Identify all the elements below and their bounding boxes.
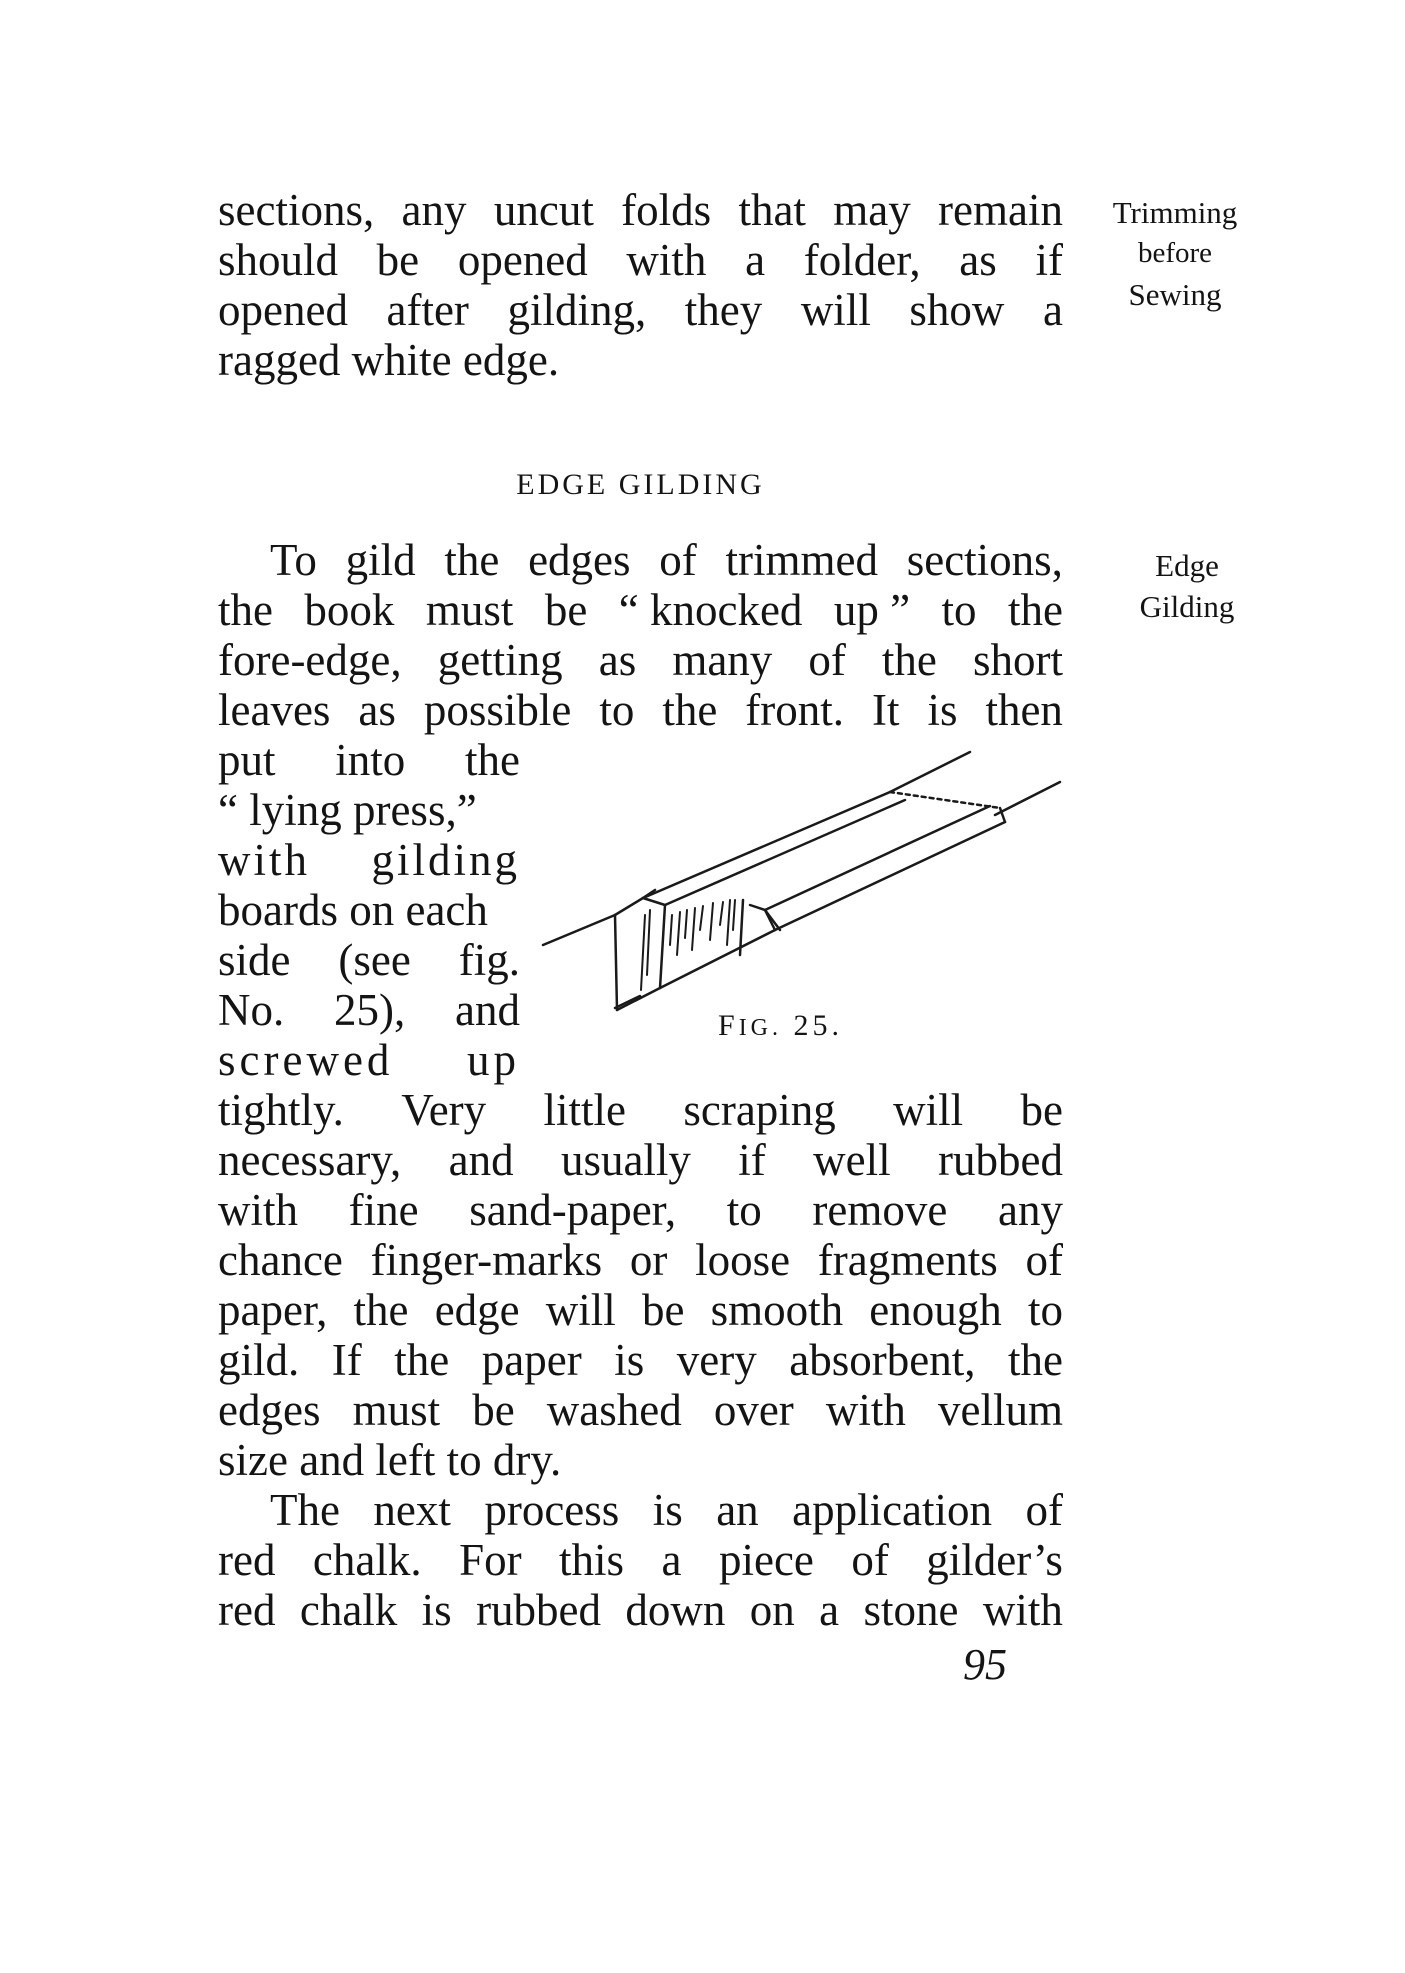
word: short: [972, 635, 1063, 685]
margin-note-line: Sewing: [1128, 277, 1222, 312]
word: on: [749, 1585, 795, 1635]
illustration-line: [775, 822, 1005, 930]
word: be: [544, 585, 588, 635]
word: the: [394, 1335, 450, 1385]
word: red: [218, 1535, 276, 1585]
word: up ”: [833, 585, 911, 635]
word: red: [218, 1585, 276, 1635]
word: to: [941, 585, 977, 635]
word: the: [353, 1285, 409, 1335]
word: smooth: [710, 1285, 844, 1335]
text-line: [218, 1085, 1063, 1135]
word: front.: [745, 685, 845, 735]
word: usually: [560, 1135, 691, 1185]
text-line: size and left to dry.: [218, 1435, 562, 1485]
caption-prefix: F: [718, 1009, 739, 1042]
text-line: [218, 185, 1063, 235]
word: as: [358, 685, 396, 735]
word: if: [738, 1135, 766, 1185]
word: The: [270, 1485, 340, 1535]
word: an: [716, 1485, 759, 1535]
word: sections,: [906, 535, 1063, 585]
word: the: [881, 635, 937, 685]
word: with: [825, 1385, 906, 1435]
word: with: [982, 1585, 1063, 1635]
word: or: [629, 1235, 668, 1285]
word: stone: [863, 1585, 959, 1635]
word: paper,: [218, 1285, 328, 1335]
text-line: [218, 935, 520, 985]
word: should: [218, 235, 339, 285]
text-line: [218, 235, 1063, 285]
word: is: [927, 685, 958, 735]
margin-note-line: Edge: [1155, 548, 1219, 583]
section-heading: EDGE GILDING: [516, 468, 765, 501]
illustration-line: [643, 792, 890, 898]
word: enough: [869, 1285, 1002, 1335]
word: any: [998, 1185, 1063, 1235]
word: next: [373, 1485, 451, 1535]
word: application: [792, 1485, 993, 1535]
word: edges: [218, 1385, 321, 1435]
word: fig.: [458, 935, 520, 985]
margin-note-line: Gilding: [1139, 589, 1235, 624]
word: trimmed: [725, 535, 878, 585]
word: “ knocked: [618, 585, 803, 635]
word: chance: [218, 1235, 343, 1285]
word: gild.: [218, 1335, 300, 1385]
word: a: [745, 235, 766, 285]
word: It: [872, 685, 900, 735]
word: of: [851, 1535, 889, 1585]
margin-note-trimming: [1090, 192, 1260, 315]
word: washed: [546, 1385, 682, 1435]
word: the: [444, 535, 500, 585]
caption-smallcaps: IG.: [738, 1015, 783, 1041]
word: and: [455, 985, 520, 1035]
caption-number: 25.: [793, 1009, 844, 1042]
text-line: “ lying press,”: [218, 785, 477, 835]
word: any: [401, 185, 467, 235]
word: to: [726, 1185, 762, 1235]
word: the: [1007, 1335, 1063, 1385]
word: rubbed: [476, 1585, 602, 1635]
word: folder,: [803, 235, 921, 285]
word: many: [672, 635, 773, 685]
text-line: [218, 835, 520, 885]
word: up: [467, 1035, 520, 1085]
word: the: [1007, 585, 1063, 635]
word: uncut: [493, 185, 594, 235]
word: To: [270, 535, 317, 585]
page-number: 95: [963, 1640, 1007, 1689]
text-line: [218, 635, 1063, 685]
word: of: [808, 635, 846, 685]
illustration-line: [665, 800, 905, 905]
word: edge: [434, 1285, 520, 1335]
word: book: [304, 585, 395, 635]
word: into: [335, 735, 406, 785]
word: fore-edge,: [218, 635, 402, 685]
illustration-line: [995, 782, 1060, 815]
word: with: [218, 1185, 299, 1235]
word: opened: [218, 285, 348, 335]
word: and: [448, 1135, 514, 1185]
word: opened: [457, 235, 588, 285]
word: leaves: [218, 685, 331, 735]
text-line: [218, 1385, 1063, 1435]
word: over: [713, 1385, 794, 1435]
word: sections,: [218, 185, 375, 235]
word: sand-paper,: [469, 1185, 677, 1235]
word: is: [421, 1585, 452, 1635]
illustration-line: [890, 792, 1000, 808]
word: loose: [695, 1235, 791, 1285]
word: to: [1027, 1285, 1063, 1335]
word: For: [459, 1535, 522, 1585]
word: down: [625, 1585, 726, 1635]
text-line: [218, 1585, 1063, 1635]
word: the: [218, 585, 273, 635]
word: to: [599, 685, 635, 735]
text-line: [218, 1335, 1063, 1385]
text-line: [218, 1235, 1063, 1285]
text-line: [218, 685, 1063, 735]
word: (see: [338, 935, 411, 985]
illustration-line: [890, 752, 970, 792]
word: remain: [938, 185, 1063, 235]
illustration-line: [615, 915, 617, 1010]
text-line: [218, 985, 520, 1035]
margin-note-line: before: [1137, 237, 1213, 269]
word: folds: [621, 185, 712, 235]
word: very: [676, 1335, 757, 1385]
word: 25),: [334, 985, 406, 1035]
word: after: [386, 285, 469, 335]
word: absorbent,: [789, 1335, 976, 1385]
word: this: [559, 1535, 625, 1585]
margin-note-line: Trimming: [1112, 195, 1238, 230]
word: screwed: [218, 1035, 394, 1085]
word: a: [661, 1535, 682, 1585]
word: gilding: [371, 835, 520, 885]
word: fine: [348, 1185, 419, 1235]
illustration-line: [615, 898, 643, 915]
word: of: [1025, 1235, 1063, 1285]
word: necessary,: [218, 1135, 402, 1185]
text-line: [218, 1185, 1063, 1235]
word: will: [800, 285, 871, 335]
text-line: ragged white edge.: [218, 335, 560, 385]
word: remove: [812, 1185, 948, 1235]
word: vellum: [938, 1385, 1063, 1435]
word: will: [893, 1085, 964, 1135]
text-line: [218, 1135, 1063, 1185]
word: put: [218, 735, 276, 785]
word: fragments: [817, 1235, 998, 1285]
illustration-line: [765, 806, 990, 910]
word: rubbed: [938, 1135, 1063, 1185]
text-line: [218, 1035, 520, 1085]
word: the: [465, 735, 520, 785]
word: that: [738, 185, 806, 235]
word: as: [598, 635, 637, 685]
word: as: [959, 235, 997, 285]
word: getting: [437, 635, 563, 685]
word: of: [1025, 1485, 1063, 1535]
word: tightly.: [218, 1085, 344, 1135]
word: piece: [718, 1535, 814, 1585]
word: possible: [423, 685, 572, 735]
word: then: [985, 685, 1063, 735]
word: be: [376, 235, 420, 285]
word: scraping: [683, 1085, 836, 1135]
word: is: [614, 1335, 645, 1385]
text-line: [218, 585, 1063, 635]
word: finger-marks: [370, 1235, 603, 1285]
word: paper: [481, 1335, 582, 1385]
word: chalk.: [312, 1535, 422, 1585]
word: will: [545, 1285, 616, 1335]
word: process: [484, 1485, 620, 1535]
figure-caption: [718, 1006, 843, 1048]
word: with: [218, 835, 311, 885]
word: may: [833, 185, 911, 235]
word: they: [684, 285, 763, 335]
text-line: [218, 1485, 1063, 1535]
word: edges: [528, 535, 631, 585]
text-line: boards on each: [218, 885, 488, 935]
word: gilder’s: [926, 1535, 1063, 1585]
text-line: [218, 735, 520, 785]
word: gild: [345, 535, 416, 585]
word: if: [1035, 235, 1063, 285]
margin-note-edge-gilding: [1102, 545, 1272, 627]
text-line: [218, 1535, 1063, 1585]
word: be: [1020, 1085, 1063, 1135]
word: chalk: [299, 1585, 398, 1635]
illustration-line: [543, 915, 615, 945]
word: Very: [401, 1085, 487, 1135]
word: must: [352, 1385, 441, 1435]
word: with: [626, 235, 707, 285]
word: gilding,: [507, 285, 647, 335]
word: If: [331, 1335, 362, 1385]
illustration-line: [660, 905, 665, 988]
word: show: [909, 285, 1005, 335]
word: well: [813, 1135, 891, 1185]
word: a: [1042, 285, 1063, 335]
word: side: [218, 935, 291, 985]
word: of: [659, 535, 697, 585]
word: is: [652, 1485, 683, 1535]
illustration-line: [615, 996, 640, 1008]
text-line: [218, 535, 1063, 585]
word: must: [425, 585, 514, 635]
word: be: [472, 1385, 515, 1435]
lying-press-illustration: [535, 740, 1075, 1020]
text-line: [218, 1285, 1063, 1335]
word: No.: [218, 985, 285, 1035]
word: the: [662, 685, 718, 735]
word: a: [819, 1585, 840, 1635]
text-line: [218, 285, 1063, 335]
word: be: [641, 1285, 685, 1335]
word: little: [543, 1085, 626, 1135]
